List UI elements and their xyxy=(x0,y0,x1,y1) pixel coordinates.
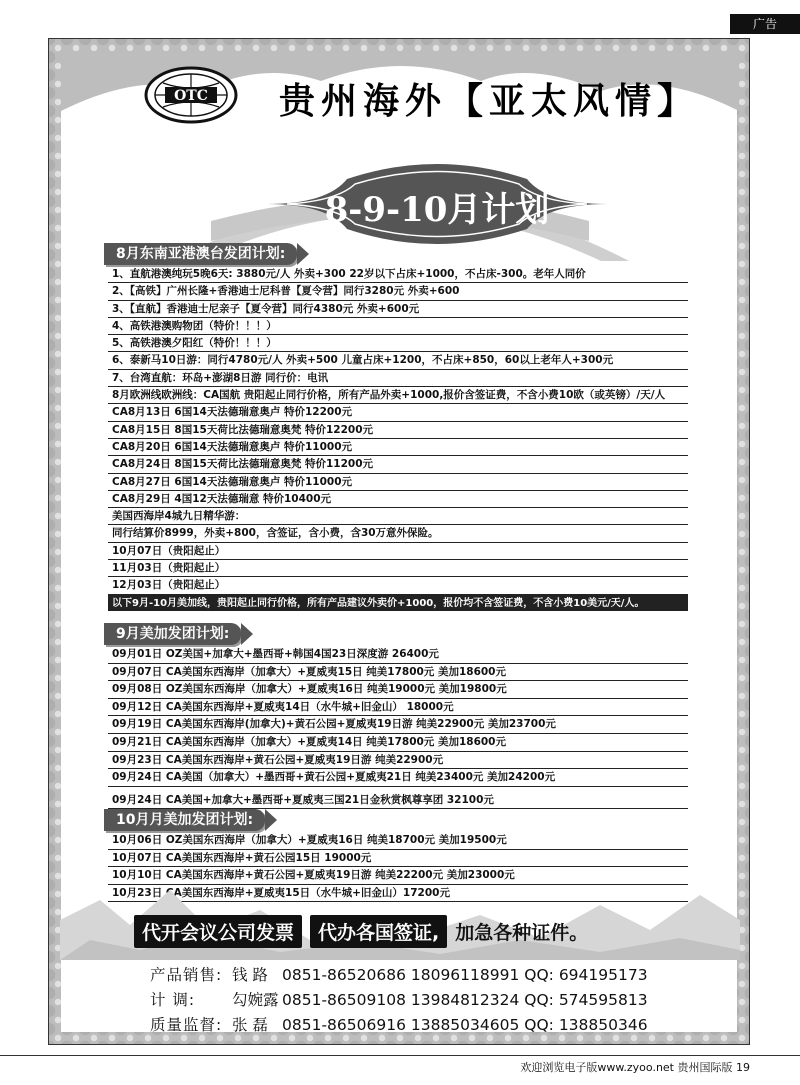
contact-role: 质量监督: xyxy=(150,1016,223,1034)
list-item: 4、高铁港澳购物团（特价！！！） xyxy=(108,318,688,335)
list-item: 09月24日 CA美国+加拿大+墨西哥+夏威夷三国21日金秋赏枫尊享团 32100元 xyxy=(108,787,688,809)
list-item: 12月03日（贵阳起止） xyxy=(108,577,688,594)
august-tour-list xyxy=(108,266,688,612)
logo-text: OTC xyxy=(174,88,208,104)
list-item: CA8月24日 8国15天荷比法德瑞意奥梵 特价11200元 xyxy=(108,456,688,473)
list-item: 6、泰新马10日游：同行4780元/人 外卖+500 儿童占床+1200，不占床+850，60以上老年人+300元 xyxy=(108,352,688,369)
list-item: 5、高铁港澳夕阳红（特价！！！） xyxy=(108,335,688,352)
september-tour-list xyxy=(108,646,688,809)
list-item: CA8月20日 6国14天法德瑞意奥卢 特价11000元 xyxy=(108,439,688,456)
list-item: 1、直航港澳纯玩5晚6天: 3880元/人 外卖+300 22岁以下占床+1000，不占床-300。老年人同价 xyxy=(108,266,688,283)
ad-tag: 广告 xyxy=(730,14,800,34)
contact-info: 0851-86509108 13984812324 QQ: 574595813 xyxy=(282,991,648,1009)
page-title: 贵州海外【亚太风情】 xyxy=(279,80,700,122)
list-item: 2、【高铁】广州长隆+香港迪士尼科普【夏令营】同行3280元 外卖+600 xyxy=(108,283,688,300)
list-item: 10月06日 OZ美国东西海岸（加拿大）+夏威夷16日 纯美18700元 美加19500元 xyxy=(108,832,688,850)
slogan-urgent: 加急各种证件。 xyxy=(455,922,589,944)
contact-name: 钱 路 xyxy=(232,966,268,984)
list-item: 10月07日 CA美国东西海岸+黄石公园15日 19000元 xyxy=(108,850,688,868)
list-item: 8月欧洲线欧洲线：CA国航 贵阳起止同行价格，所有产品外卖+1000,报价含签证费，不含小费10欧（或英镑）/天/人 xyxy=(108,387,688,404)
slogan-invoice: 代开会议公司发票 xyxy=(134,915,302,948)
list-item: CA8月13日 6国14天法德瑞意奥卢 特价12200元 xyxy=(108,404,688,421)
list-item: 3、【直航】香港迪士尼亲子【夏令营】同行4380元 外卖+600元 xyxy=(108,301,688,318)
company-logo xyxy=(143,65,239,125)
contact-name: 张 磊 xyxy=(232,1016,268,1034)
list-item: 09月23日 CA美国东西海岸+黄石公园+夏威夷19日游 纯美22900元 xyxy=(108,752,688,770)
contact-info: 0851-86506916 13885034605 QQ: 138850346 xyxy=(282,1016,648,1034)
list-item: 09月21日 CA美国东西海岸（加拿大）+夏威夷14日 纯美17800元 美加18600元 xyxy=(108,734,688,752)
list-item: 09月08日 OZ美国东西海岸（加拿大）+夏威夷16日 纯美19000元 美加19800元 xyxy=(108,681,688,699)
contact-info: 0851-86520686 18096118991 QQ: 694195173 xyxy=(282,966,648,984)
contact-role: 产品销售: xyxy=(150,966,223,984)
list-item: 7、台湾直航：环岛+澎湖8日游 同行价：电讯 xyxy=(108,370,688,387)
contact-role: 计 调: xyxy=(150,991,196,1009)
list-item: 美国西海岸4城九日精华游： xyxy=(108,508,688,525)
contact-row-planning xyxy=(150,988,648,1013)
list-item: 10月07日（贵阳起止） xyxy=(108,543,688,560)
section-heading-august: 8月东南亚港澳台发团计划: xyxy=(104,243,297,265)
contact-row-sales xyxy=(150,963,648,988)
footer-divider xyxy=(0,1055,800,1056)
list-item: 同行结算价8999，外卖+800，含签证，含小费，含30万意外保险。 xyxy=(108,525,688,542)
contact-row-quality xyxy=(150,1013,648,1038)
list-item: CA8月27日 6国14天法德瑞意奥卢 特价11000元 xyxy=(108,474,688,491)
list-item: 09月07日 CA美国东西海岸（加拿大）+夏威夷15日 纯美17800元 美加18600元 xyxy=(108,664,688,682)
price-note-banner: 以下9月-10月美加线，贵阳起止同行价格，所有产品建议外卖价+1000，报价均不含签证费，不含小费10美元/天/人。 xyxy=(108,595,688,612)
list-item: CA8月29日 4国12天法德瑞意 特价10400元 xyxy=(108,491,688,508)
section-heading-october: 10月月美加发团计划: xyxy=(104,809,265,831)
slogan-visa: 代办各国签证, xyxy=(310,915,447,948)
page-subtitle: 8-9-10月计划 xyxy=(324,190,550,230)
contact-name: 勾婉露 xyxy=(232,991,279,1009)
slogan-row xyxy=(134,915,588,948)
footer-text: 欢迎浏览电子版www.zyoo.net 贵州国际版 19 xyxy=(520,1061,750,1074)
subtitle-badge xyxy=(267,159,607,249)
contact-list xyxy=(150,963,648,1038)
list-item: 09月12日 CA美国东西海岸+夏威夷14日（水牛城+旧金山） 18000元 xyxy=(108,699,688,717)
list-item: 10月10日 CA美国东西海岸+黄石公园+夏威夷19日游 纯美22200元 美加23000元 xyxy=(108,867,688,885)
list-item: 09月01日 OZ美国+加拿大+墨西哥+韩国4国23日深度游 26400元 xyxy=(108,646,688,664)
list-item: 09月19日 CA美国东西海岸(加拿大)+黄石公园+夏威夷19日游 纯美22900元 美加23700元 xyxy=(108,716,688,734)
section-heading-september: 9月美加发团计划: xyxy=(104,623,241,645)
list-item: CA8月15日 8国15天荷比法德瑞意奥梵 特价12200元 xyxy=(108,422,688,439)
list-item: 09月24日 CA美国（加拿大）+墨西哥+黄石公园+夏威夷21日 纯美23400元 美加24200元 xyxy=(108,769,688,787)
list-item: 10月23日 CA美国东西海岸+夏威夷15日（水牛城+旧金山）17200元 xyxy=(108,885,688,903)
list-item: 11月03日（贵阳起止） xyxy=(108,560,688,577)
